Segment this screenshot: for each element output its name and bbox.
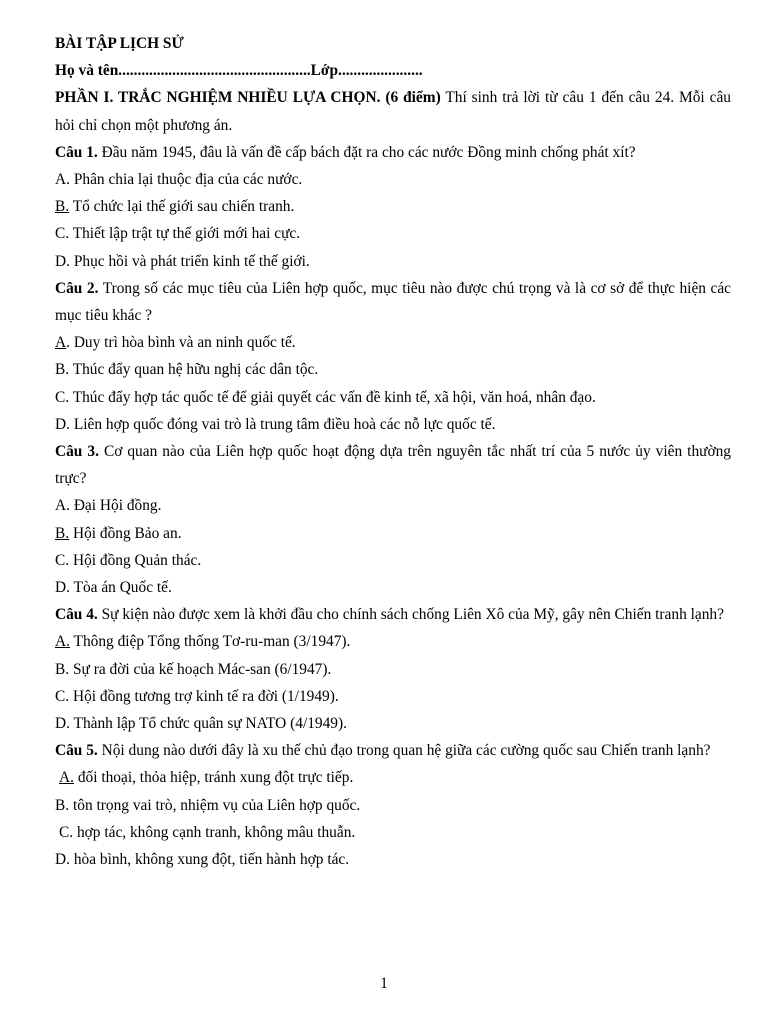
question-text: Đầu năm 1945, đâu là vấn đề cấp bách đặt ra cho các nước Đồng minh chống phát xít? [97, 143, 636, 161]
option-key: D. [55, 715, 70, 733]
question-text: Trong số các mục tiêu của Liên hợp quốc, mục tiêu nào được chú trọng và là cơ sở để thực hiện các mục tiêu khác ? [55, 279, 731, 325]
option-3a [55, 492, 731, 519]
option-key: C. [55, 687, 70, 705]
option-3c [55, 547, 731, 574]
option-4a-answer [55, 628, 731, 655]
question-4 [55, 601, 731, 628]
section-header [55, 84, 731, 138]
option-4d [55, 710, 731, 737]
option-text: Thành lập Tổ chức quân sự NATO (4/1949). [69, 715, 347, 733]
option-text: đối thoại, thỏa hiệp, tránh xung đột trực tiếp. [73, 769, 354, 787]
question-text: Sự kiện nào được xem là khởi đầu cho chính sách chống Liên Xô của Mỹ, gây nên Chiến tranh lạnh? [97, 606, 724, 624]
option-key: A. [59, 769, 74, 787]
option-text: Liên hợp quốc đóng vai trò là trung tâm điều hoà các nỗ lực quốc tế. [69, 415, 496, 433]
option-text: Hội đồng Bảo an. [69, 524, 182, 542]
question-5 [55, 737, 731, 764]
option-key: D. [55, 252, 70, 270]
option-key: A. [55, 171, 70, 189]
option-text: hợp tác, không cạnh tranh, không mâu thuẫn. [73, 823, 356, 841]
option-key: B. [55, 796, 70, 814]
option-text: . Duy trì hòa bình và an ninh quốc tế. [66, 334, 296, 352]
document-title: BÀI TẬP LỊCH SỬ [55, 35, 184, 52]
option-text: Sự ra đời của kế hoạch Mác-san (6/1947). [69, 660, 332, 678]
question-text: Nội dung nào dưới đây là xu thế chủ đạo trong quan hệ giữa các cường quốc sau Chiến tranh lạnh? [97, 742, 711, 760]
question-label: Câu 4. [55, 606, 98, 624]
question-3 [55, 438, 731, 492]
option-text: Hội đồng tương trợ kinh tế ra đời (1/1949). [69, 687, 339, 705]
option-key: D. [55, 579, 70, 597]
option-key: B. [55, 524, 70, 542]
option-key: D. [55, 851, 70, 869]
option-text: Tòa án Quốc tế. [69, 579, 172, 597]
option-text: hòa bình, không xung đột, tiến hành hợp tác. [69, 851, 350, 869]
option-key: C. [59, 823, 74, 841]
option-5a-answer [55, 764, 731, 791]
option-5b [55, 792, 731, 819]
option-4b [55, 656, 731, 683]
page-number: 1 [380, 975, 388, 992]
student-name-class-line: Họ và tên..................................................Lớp...................... [55, 62, 423, 80]
question-label: Câu 2. [55, 279, 99, 297]
option-key: C. [55, 388, 70, 406]
option-key: A [55, 334, 67, 352]
option-key: C. [55, 551, 70, 569]
option-key: C. [55, 225, 70, 243]
question-2 [55, 275, 731, 329]
option-key: B. [55, 198, 70, 216]
section-instructions: Thí sinh trả lời từ câu 1 đến câu 24. Mỗi câu hỏi chỉ chọn một phương án. [55, 89, 731, 134]
option-2c [55, 384, 731, 411]
option-text: Thúc đẩy quan hệ hữu nghị các dân tộc. [69, 361, 319, 379]
section-heading: PHẦN I. TRẮC NGHIỆM NHIỀU LỰA CHỌN. (6 điểm) [55, 89, 441, 107]
option-key: D. [55, 415, 70, 433]
option-key: A. [55, 633, 70, 651]
option-2d [55, 411, 731, 438]
option-2a-answer [55, 329, 731, 356]
option-text: Thông điệp Tổng thống Tơ-ru-man (3/1947). [69, 633, 351, 651]
option-text: tôn trọng vai trò, nhiệm vụ của Liên hợp quốc. [69, 796, 361, 814]
option-text: Thúc đẩy hợp tác quốc tế để giải quyết các vấn đề kinh tế, xã hội, văn hoá, nhân đạo. [69, 388, 596, 406]
option-text: Phục hồi và phát triển kinh tế thế giới. [69, 252, 310, 270]
option-key: B. [55, 361, 70, 379]
option-5d [55, 846, 731, 873]
option-4c [55, 683, 731, 710]
question-label: Câu 5. [55, 742, 98, 760]
question-text: Cơ quan nào của Liên hợp quốc hoạt động dựa trên nguyên tắc nhất trí của 5 nước ủy viên thường trực? [55, 443, 732, 488]
option-key: A. [55, 497, 70, 515]
option-key: B. [55, 660, 70, 678]
option-2b [55, 356, 731, 383]
option-text: Thiết lập trật tự thế giới mới hai cực. [69, 225, 301, 243]
option-1b-answer [55, 193, 731, 220]
option-1a [55, 166, 731, 193]
option-1c [55, 220, 731, 247]
option-3d [55, 574, 731, 601]
question-label: Câu 1. [55, 143, 98, 161]
option-text: Hội đồng Quản thác. [69, 551, 202, 569]
option-3b-answer [55, 520, 731, 547]
option-text: Tổ chức lại thế giới sau chiến tranh. [69, 198, 295, 216]
question-label: Câu 3. [55, 443, 99, 461]
option-text: Phân chia lại thuộc địa của các nước. [69, 171, 303, 189]
document-page [55, 30, 731, 873]
question-1 [55, 139, 731, 166]
option-5c [55, 819, 731, 846]
option-text: Đại Hội đồng. [69, 497, 162, 515]
option-1d [55, 248, 731, 275]
